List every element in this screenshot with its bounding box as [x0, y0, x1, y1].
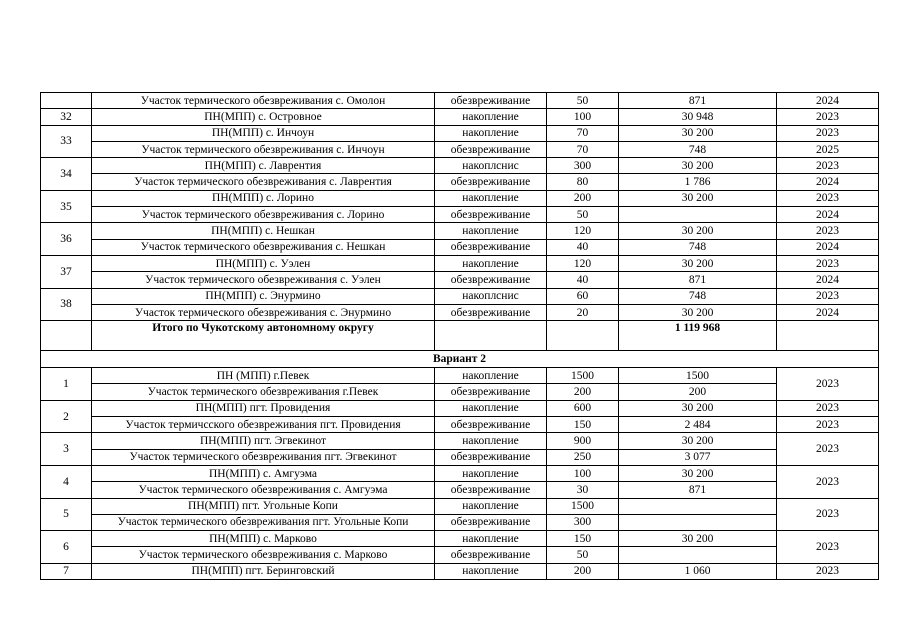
operation-type: накопление	[435, 109, 547, 125]
capacity: 120	[547, 223, 619, 239]
facility-name: Участок термического обезвреживания с. Амгуэма	[92, 482, 435, 498]
capacity: 200	[547, 190, 619, 206]
cost: 748	[619, 141, 777, 157]
operation-type: накопление	[435, 223, 547, 239]
year: 2023	[777, 563, 879, 579]
facility-name: ПН(МПП) пгт. Провидения	[92, 400, 435, 416]
operation-type: накопление	[435, 563, 547, 579]
facility-name: ПН(МПП) с. Амгуэма	[92, 465, 435, 481]
cost: 30 200	[619, 433, 777, 449]
cost: 30 200	[619, 304, 777, 320]
capacity: 300	[547, 514, 619, 530]
row-number: 34	[41, 158, 92, 191]
table-row	[41, 272, 879, 288]
row-number: 33	[41, 125, 92, 158]
capacity: 50	[547, 207, 619, 223]
cost: 30 200	[619, 400, 777, 416]
row-number: 38	[41, 288, 92, 321]
cost: 748	[619, 288, 777, 304]
year: 2023	[777, 368, 879, 401]
year: 2023	[777, 288, 879, 304]
capacity: 50	[547, 93, 619, 109]
operation-type: накопление	[435, 125, 547, 141]
row-number	[41, 93, 92, 109]
capacity: 20	[547, 304, 619, 320]
table-row	[41, 190, 879, 206]
year: 2023	[777, 158, 879, 174]
year: 2023	[777, 498, 879, 531]
capacity: 70	[547, 125, 619, 141]
table-row	[41, 384, 879, 400]
cost: 30 200	[619, 465, 777, 481]
operation-type: накопление	[435, 368, 547, 384]
operation-type: обезвреживание	[435, 207, 547, 223]
year: 2023	[777, 223, 879, 239]
operation-type: накопление	[435, 433, 547, 449]
table-row	[41, 141, 879, 157]
facility-name: Участок термического обезвреживания с. Инчоун	[92, 141, 435, 157]
table-row	[41, 449, 879, 465]
table-row	[41, 482, 879, 498]
cost: 30 948	[619, 109, 777, 125]
facility-name: ПН(МПП) с. Инчоун	[92, 125, 435, 141]
year: 2024	[777, 304, 879, 320]
row-number: 32	[41, 109, 92, 125]
facility-name: ПН(МПП) с. Лаврентия	[92, 158, 435, 174]
cost	[619, 514, 777, 530]
table-row	[41, 158, 879, 174]
capacity: 300	[547, 158, 619, 174]
facility-name: ПН(МПП) с. Уэлен	[92, 255, 435, 271]
table-row	[41, 255, 879, 271]
facility-name: ПН(МПП) с. Островное	[92, 109, 435, 125]
facility-name: Участок термического обезвреживания с. Лаврентия	[92, 174, 435, 190]
row-number: 2	[41, 400, 92, 433]
table-row	[41, 563, 879, 579]
year: 2023	[777, 255, 879, 271]
year: 2023	[777, 125, 879, 141]
year: 2024	[777, 239, 879, 255]
facility-name: ПН(МПП) с. Нешкан	[92, 223, 435, 239]
cost: 1 060	[619, 563, 777, 579]
capacity: 1500	[547, 368, 619, 384]
year: 2023	[777, 531, 879, 564]
facility-name: Участок термического обезвреживания с. Омолон	[92, 93, 435, 109]
year: 2023	[777, 465, 879, 498]
table-row	[41, 433, 879, 449]
operation-type: обезвреживание	[435, 384, 547, 400]
table-row	[41, 417, 879, 433]
table-row	[41, 239, 879, 255]
facility-name: Участок термического обезвреживания с. Лорино	[92, 207, 435, 223]
capacity: 100	[547, 109, 619, 125]
facility-name: ПН (МПП) г.Певек	[92, 368, 435, 384]
year: 2023	[777, 190, 879, 206]
total-value: 1 119 968	[619, 321, 777, 351]
cost	[619, 547, 777, 563]
facility-name: Участок термического обезвреживания с. Марково	[92, 547, 435, 563]
operation-type: накопление	[435, 531, 547, 547]
table-row	[41, 174, 879, 190]
year: 2024	[777, 272, 879, 288]
cost: 30 200	[619, 190, 777, 206]
cost: 30 200	[619, 255, 777, 271]
facility-name: ПН(МПП) пгт. Беринговский	[92, 563, 435, 579]
operation-type: накопление	[435, 255, 547, 271]
year: 2023	[777, 400, 879, 416]
table-row	[41, 547, 879, 563]
row-number: 36	[41, 223, 92, 256]
operation-type: накопление	[435, 190, 547, 206]
row-number: 3	[41, 433, 92, 466]
cost: 871	[619, 93, 777, 109]
table-row	[41, 93, 879, 109]
table-row	[41, 531, 879, 547]
operation-type: обезвреживание	[435, 174, 547, 190]
operation-type: накопление	[435, 400, 547, 416]
operation-type: обезвреживание	[435, 449, 547, 465]
cost: 748	[619, 239, 777, 255]
operation-type: обезвреживание	[435, 141, 547, 157]
facility-name: ПН(МПП) пгт. Угольные Копи	[92, 498, 435, 514]
cost: 3 077	[619, 449, 777, 465]
capacity: 600	[547, 400, 619, 416]
row-number: 5	[41, 498, 92, 531]
facilities-table	[40, 92, 879, 580]
table-row	[41, 368, 879, 384]
capacity: 80	[547, 174, 619, 190]
cost: 871	[619, 272, 777, 288]
year: 2024	[777, 207, 879, 223]
operation-type: обезвреживание	[435, 239, 547, 255]
capacity: 100	[547, 465, 619, 481]
cost: 30 200	[619, 223, 777, 239]
cost: 871	[619, 482, 777, 498]
operation-type: обезвреживание	[435, 514, 547, 530]
year: 2023	[777, 417, 879, 433]
total-label: Итого по Чукотскому автономному округу	[92, 321, 435, 351]
operation-type: обезвреживание	[435, 304, 547, 320]
year: 2024	[777, 174, 879, 190]
capacity: 120	[547, 255, 619, 271]
facility-name: ПН(МПП) пгт. Эгвекинот	[92, 433, 435, 449]
facility-name: Участок термического обезвреживания пгт. Угольные Копи	[92, 514, 435, 530]
facility-name: ПН(МПП) с. Энурмино	[92, 288, 435, 304]
cost: 30 200	[619, 158, 777, 174]
year: 2025	[777, 141, 879, 157]
capacity: 1500	[547, 498, 619, 514]
operation-type: накоплснис	[435, 288, 547, 304]
operation-type: накопление	[435, 465, 547, 481]
year: 2023	[777, 109, 879, 125]
row-number: 4	[41, 465, 92, 498]
capacity: 900	[547, 433, 619, 449]
capacity: 200	[547, 563, 619, 579]
cost: 30 200	[619, 531, 777, 547]
capacity: 60	[547, 288, 619, 304]
cost: 1500	[619, 368, 777, 384]
capacity: 150	[547, 417, 619, 433]
row-number: 37	[41, 255, 92, 288]
table-row	[41, 498, 879, 514]
cost	[619, 498, 777, 514]
capacity: 30	[547, 482, 619, 498]
capacity: 40	[547, 239, 619, 255]
operation-type: обезвреживание	[435, 417, 547, 433]
cost	[619, 207, 777, 223]
facility-name: Участок термического обезвреживания с. Уэлен	[92, 272, 435, 288]
section-title: Вариант 2	[41, 351, 879, 368]
table-row	[41, 465, 879, 481]
capacity: 40	[547, 272, 619, 288]
table-row	[41, 514, 879, 530]
table-row	[41, 207, 879, 223]
operation-type: обезвреживание	[435, 547, 547, 563]
cost: 1 786	[619, 174, 777, 190]
table-row	[41, 304, 879, 320]
operation-type: накоплснис	[435, 158, 547, 174]
capacity: 250	[547, 449, 619, 465]
capacity: 200	[547, 384, 619, 400]
operation-type: накопление	[435, 498, 547, 514]
section-header-row	[41, 351, 879, 368]
capacity: 70	[547, 141, 619, 157]
table-row	[41, 109, 879, 125]
facility-name: Участок термического обезвреживания пгт. Эгвекинот	[92, 449, 435, 465]
operation-type: обезвреживание	[435, 272, 547, 288]
row-number: 7	[41, 563, 92, 579]
total-row	[41, 321, 879, 351]
table-row	[41, 400, 879, 416]
row-number: 1	[41, 368, 92, 401]
table-row	[41, 223, 879, 239]
operation-type: обезвреживание	[435, 482, 547, 498]
cost: 200	[619, 384, 777, 400]
row-number: 35	[41, 190, 92, 223]
row-number: 6	[41, 531, 92, 564]
facility-name: ПН(МПП) с. Лорино	[92, 190, 435, 206]
facility-name: Участок термического обезвреживания с. Энурмино	[92, 304, 435, 320]
facility-name: ПН(МПП) с. Марково	[92, 531, 435, 547]
facility-name: Участок термичсского обезвреживания пгт. Провидения	[92, 417, 435, 433]
year: 2023	[777, 433, 879, 466]
cost: 30 200	[619, 125, 777, 141]
capacity: 50	[547, 547, 619, 563]
table-row	[41, 288, 879, 304]
facility-name: Участок термического обезвреживания г.Певек	[92, 384, 435, 400]
table-row	[41, 125, 879, 141]
facility-name: Участок термического обезвреживания с. Нешкан	[92, 239, 435, 255]
cost: 2 484	[619, 417, 777, 433]
capacity: 150	[547, 531, 619, 547]
year: 2024	[777, 93, 879, 109]
operation-type: обезвреживание	[435, 93, 547, 109]
